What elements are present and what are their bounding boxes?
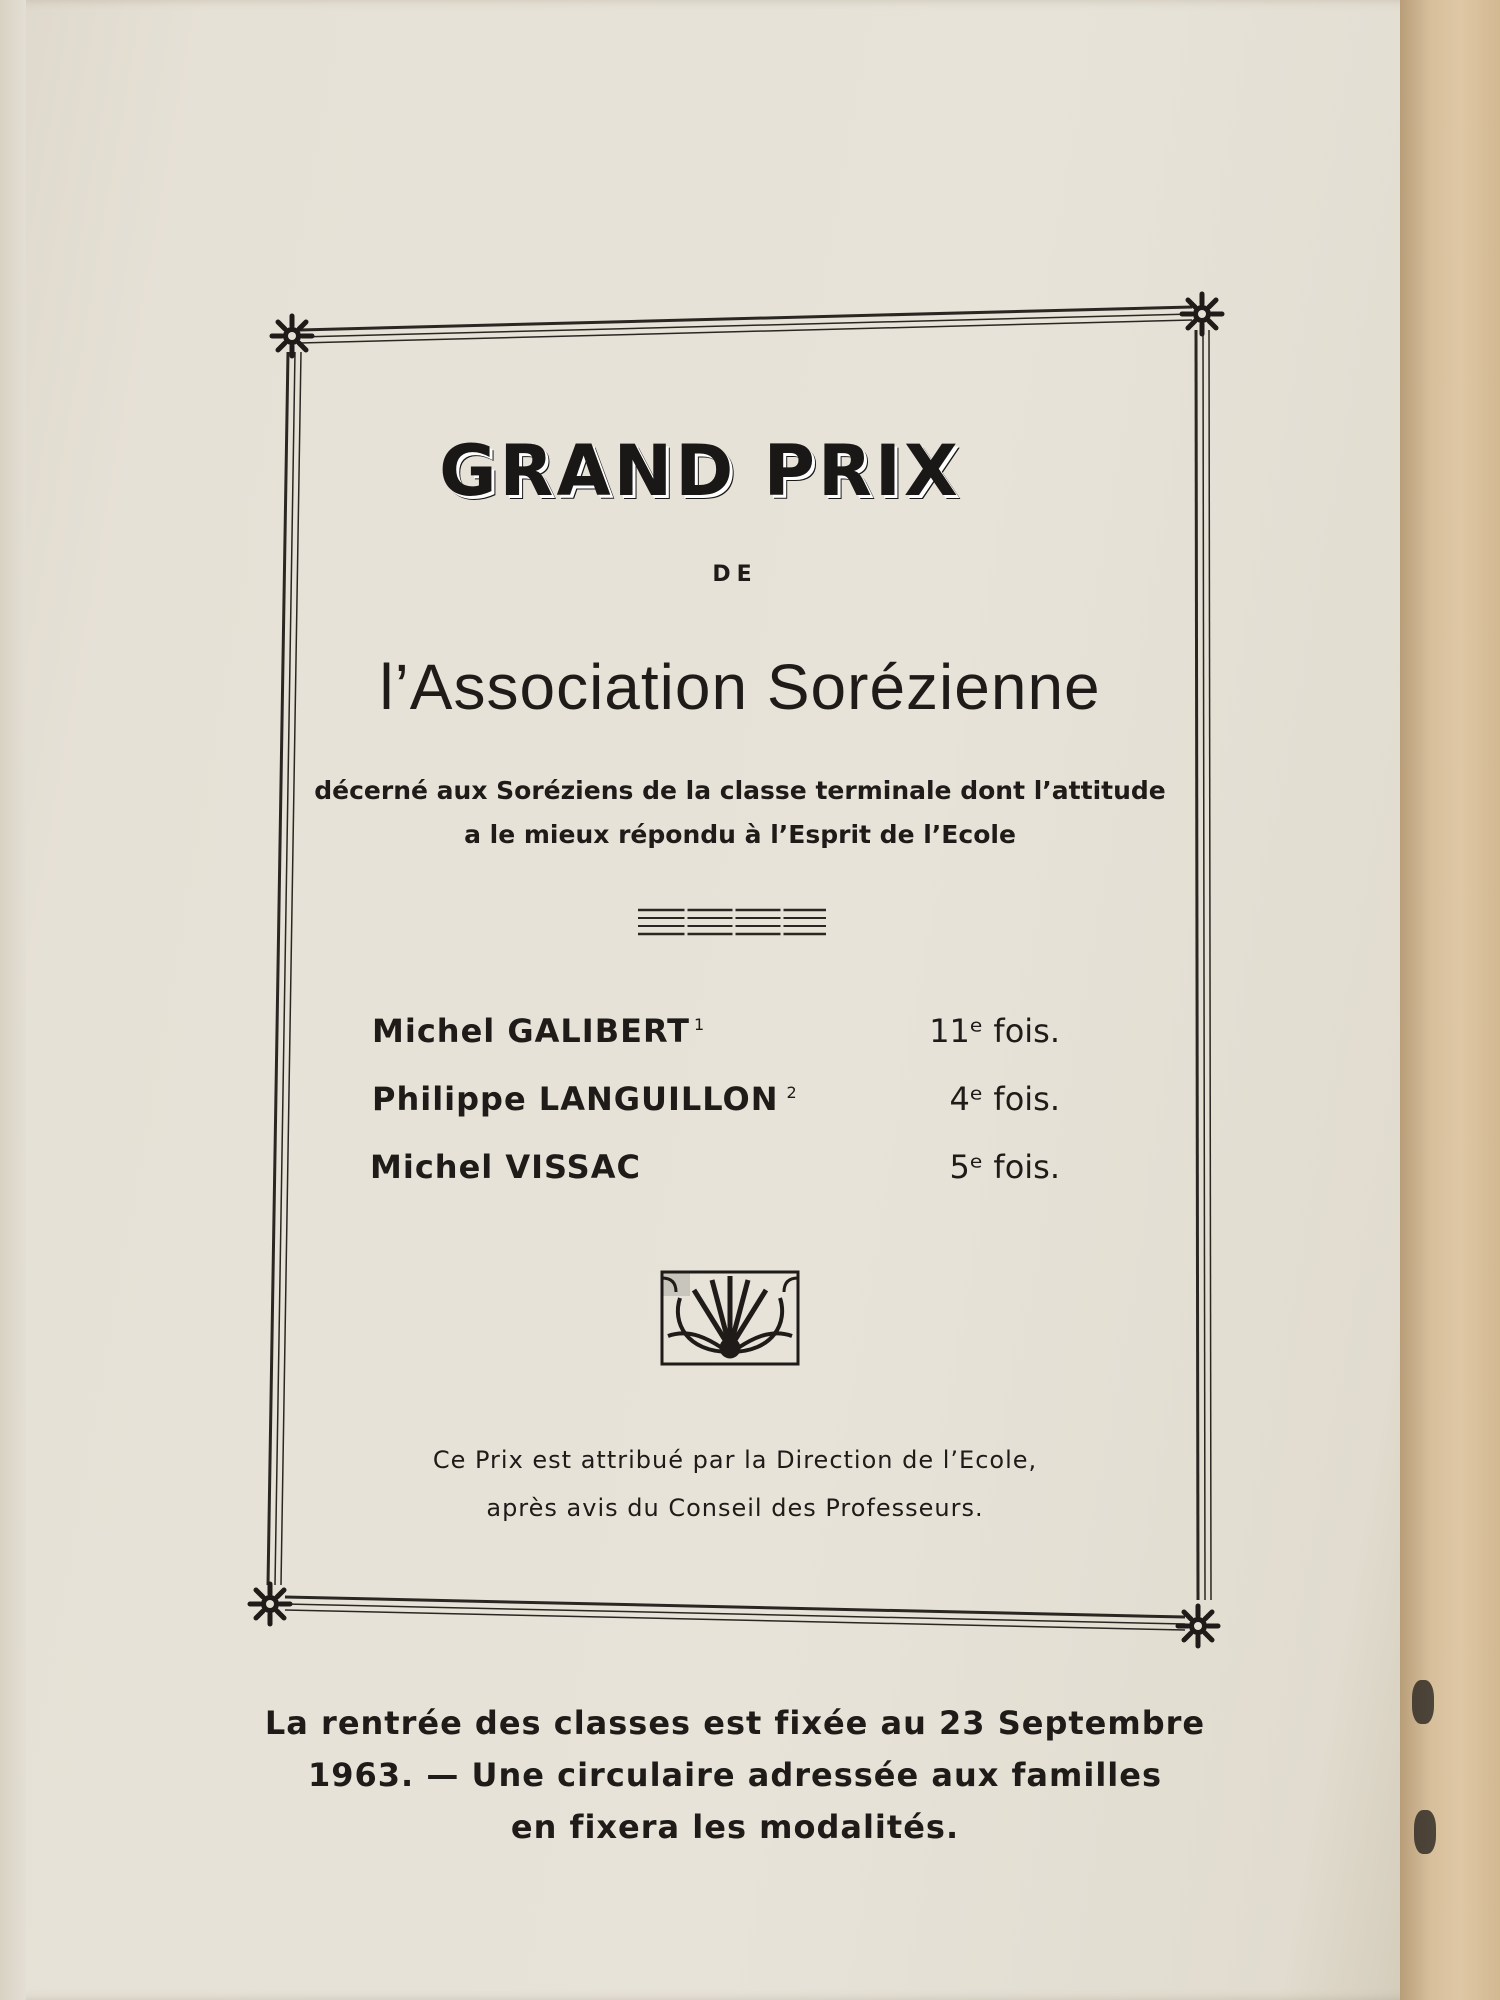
award-note-line-2: après avis du Conseil des Professeurs. — [486, 1494, 984, 1522]
reopening-notice-line-3: en fixera les modalités. — [510, 1808, 960, 1846]
winner-1-count: 11ᵉ fois. — [929, 1012, 1060, 1050]
description-line-2: a le mieux répondu à l’Esprit de l’Ecole — [464, 820, 1016, 849]
winner-name: Michel VISSAC — [370, 1148, 641, 1186]
winner-3 — [370, 1148, 641, 1186]
winner-1 — [372, 1012, 705, 1050]
reopening-notice-line-2: 1963. — Une circulaire adressée aux familles — [307, 1756, 1163, 1794]
description-line-1: décerné aux Soréziens de la classe terminale dont l’attitude — [314, 776, 1166, 805]
footnote-marker: 2 — [786, 1083, 798, 1103]
page-title: GRAND PRIX — [439, 430, 961, 512]
rosette-ornament-icon — [1178, 1606, 1218, 1646]
rosette-ornament-icon — [272, 316, 312, 356]
footnote-marker: 1 — [693, 1015, 706, 1035]
triple-rule-ornament — [638, 906, 826, 938]
winner-name: Michel GALIBERT — [372, 1012, 690, 1050]
palmette-ornament-icon — [662, 1272, 798, 1364]
association-name: l’Association Sorézienne — [379, 651, 1101, 723]
winner-3-count: 5ᵉ fois. — [949, 1148, 1060, 1186]
award-note-line-1: Ce Prix est attribué par la Direction de l’Ecole, — [432, 1446, 1038, 1474]
winner-2-count: 4ᵉ fois. — [949, 1080, 1060, 1118]
winner-name: Philippe LANGUILLON — [372, 1080, 779, 1118]
reopening-notice-line-1: La rentrée des classes est fixée au 23 Septembre — [264, 1704, 1206, 1742]
title-connector: DE — [712, 562, 758, 587]
rosette-ornament-icon — [1182, 294, 1222, 334]
rosette-ornament-icon — [250, 1584, 290, 1624]
winner-2 — [372, 1080, 798, 1118]
